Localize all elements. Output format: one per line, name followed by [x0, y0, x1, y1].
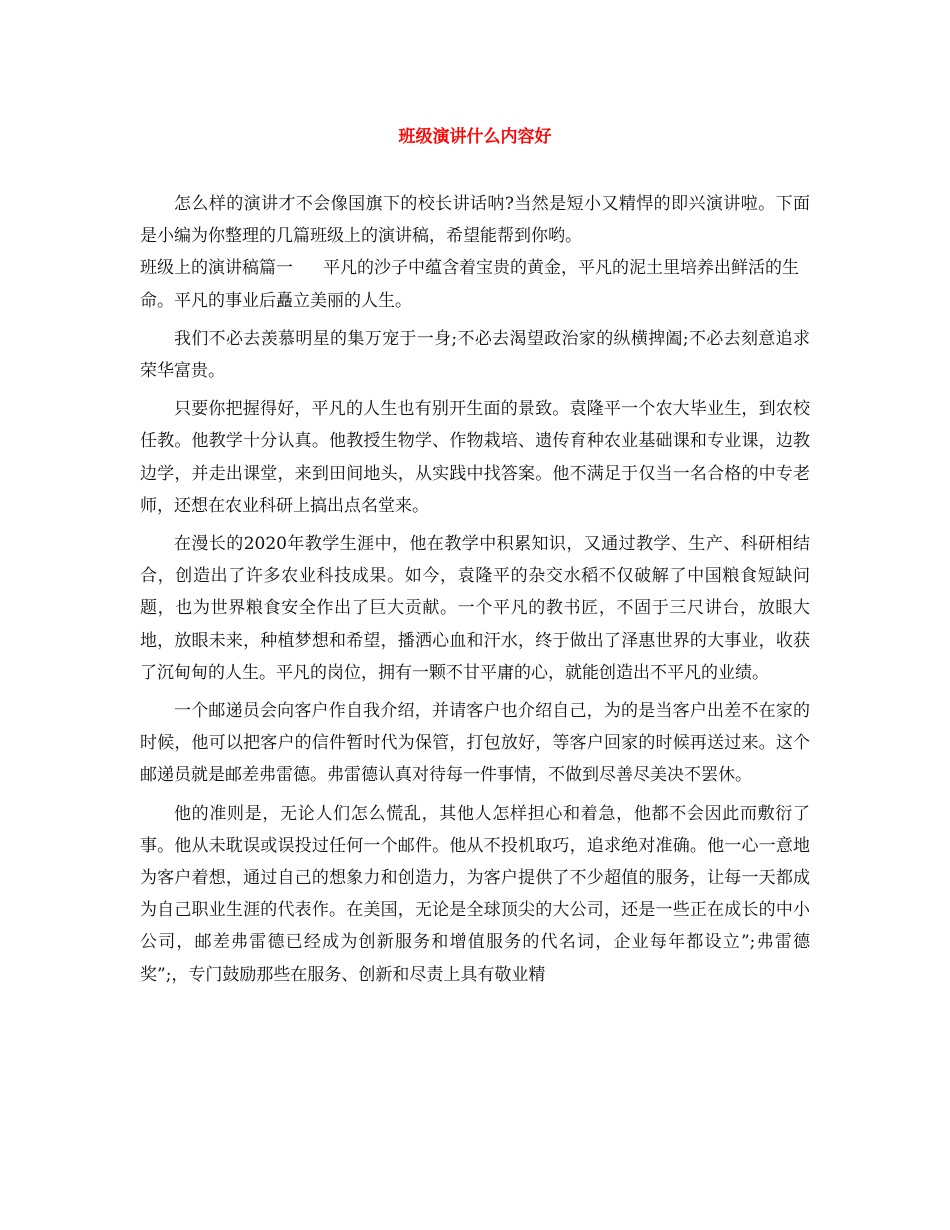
paragraph-body-4: 一个邮递员会向客户作自我介绍，并请客户也介绍自己，为的是当客户出差不在家的时候，他可以把客户的信件暂时代为保管，打包放好，等客户回家的时候再送过来。这个邮递员就是邮差弗雷德。弗雷德认真对待每一件事情，不做到尽善尽美决不罢休。: [140, 701, 810, 786]
paragraph-body-5: 他的准则是，无论人们怎么慌乱，其他人怎样担心和着急，他都不会因此而敷衍了事。他从未耽误或误投过任何一个邮件。他从不投机取巧，追求绝对准确。他一心一意地为客户着想，通过自己的想象力和创造力，为客户提供了不少超值的服务，让每一天都成为自己职业生涯的代表作。在美国，无论是全球顶尖的大公司，还是一些正在成长的中小公司，邮差弗雷德已经成为创新服务和增值服务的代名词，企业每年都设立”;弗雷德奖”;，专门鼓励那些在服务、创新和尽责上具有敬业精: [140, 803, 810, 985]
paragraph-body-3: 在漫长的2020年教学生涯中，他在教学中积累知识，又通过教学、生产、科研相结合，创造出了许多农业科技成果。如今，袁隆平的杂交水稻不仅破解了中国粮食短缺问题，也为世界粮食安全作出了巨大贡献。一个平凡的教书匠，不固于三尺讲台，放眼大地，放眼未来，种植梦想和希望，播洒心血和汗水，终于做出了泽惠世界的大事业，收获了沉甸甸的人生。平凡的岗位，拥有一颗不甘平庸的心，就能创造出不平凡的业绩。: [140, 534, 810, 683]
paragraph-opening: 平凡的沙子中蕴含着宝贵的黄金，平凡的泥土里培养出鲜活的生命。平凡的事业后矗立美丽的人生。: [140, 258, 799, 311]
paragraph-body-2: 只要你把握得好，平凡的人生也有别开生面的景致。袁隆平一个农大毕业生，到农校任教。他教学十分认真。他教授生物学、作物栽培、遗传育种农业基础课和专业课，边教边学，并走出课堂，来到田间地头，从实践中找答案。他不满足于仅当一名合格的中专老师，还想在农业科研上搞出点名堂来。: [140, 399, 810, 516]
paragraph-section-line: [140, 252, 810, 316]
section-heading: 班级上的演讲稿篇一: [140, 258, 293, 279]
document-body: [140, 188, 810, 991]
paragraph-body-1: 我们不必去羡慕明星的集万宠于一身;不必去渴望政治家的纵横捭阖;不必去刻意追求荣华富贵。: [140, 328, 810, 382]
paragraph-intro: 怎么样的演讲才不会像国旗下的校长讲话呐?当然是短小又精悍的即兴演讲啦。下面是小编为你整理的几篇班级上的演讲稿，希望能帮到你哟。: [140, 194, 810, 247]
document-title: 班级演讲什么内容好: [398, 127, 552, 147]
